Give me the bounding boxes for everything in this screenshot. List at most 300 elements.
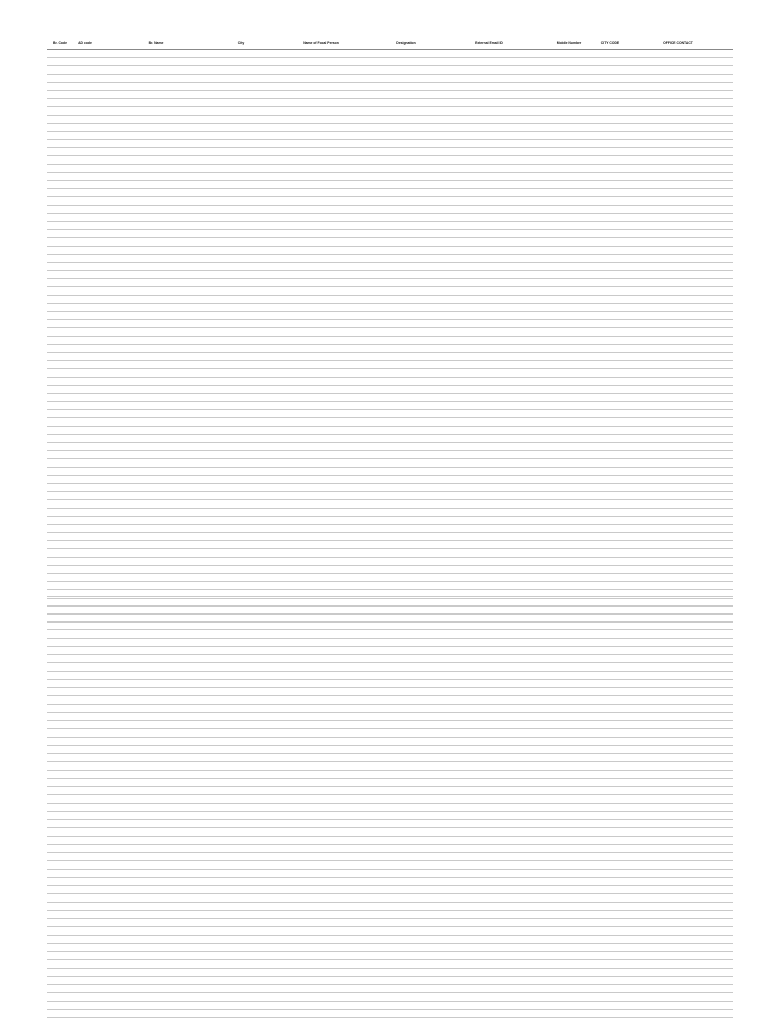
table-row bbox=[47, 295, 733, 303]
cell-focal-person bbox=[267, 1009, 375, 1017]
cell-office-contact bbox=[623, 894, 733, 902]
cell-city-code bbox=[597, 663, 623, 671]
cell-focal-person bbox=[267, 508, 375, 516]
cell-city-code bbox=[597, 919, 623, 927]
cell-designation bbox=[375, 622, 437, 630]
cell-br-name bbox=[97, 688, 215, 696]
cell-focal-person bbox=[267, 622, 375, 630]
cell-office-contact bbox=[623, 960, 733, 968]
cell-city bbox=[215, 869, 267, 877]
cell-mobile bbox=[541, 745, 597, 753]
cell-office-contact bbox=[623, 434, 733, 442]
table-row bbox=[47, 312, 733, 320]
cell-br-name bbox=[97, 361, 215, 369]
cell-office-contact bbox=[623, 303, 733, 311]
cell-email bbox=[437, 238, 541, 246]
cell-br-name bbox=[97, 613, 215, 621]
cell-designation bbox=[375, 894, 437, 902]
cell-ad-code bbox=[73, 352, 97, 360]
cell-city-code bbox=[597, 985, 623, 993]
cell-email bbox=[437, 492, 541, 500]
cell-br-code bbox=[47, 328, 73, 336]
cell-email bbox=[437, 836, 541, 844]
cell-focal-person bbox=[267, 238, 375, 246]
cell-city bbox=[215, 82, 267, 90]
cell-mobile bbox=[541, 475, 597, 483]
cell-city-code bbox=[597, 754, 623, 762]
table-row bbox=[47, 787, 733, 795]
cell-focal-person bbox=[267, 148, 375, 156]
cell-ad-code bbox=[73, 287, 97, 295]
cell-focal-person bbox=[267, 410, 375, 418]
table-row bbox=[47, 238, 733, 246]
table-row bbox=[47, 589, 733, 597]
cell-city bbox=[215, 295, 267, 303]
cell-office-contact bbox=[623, 82, 733, 90]
cell-ad-code bbox=[73, 646, 97, 654]
branch-contacts-table-top bbox=[47, 37, 733, 623]
table-row bbox=[47, 303, 733, 311]
cell-city bbox=[215, 254, 267, 262]
cell-email bbox=[437, 729, 541, 737]
cell-focal-person bbox=[267, 894, 375, 902]
cell-br-code bbox=[47, 508, 73, 516]
cell-city-code bbox=[597, 246, 623, 254]
cell-city bbox=[215, 99, 267, 107]
cell-br-code bbox=[47, 985, 73, 993]
cell-br-name bbox=[97, 968, 215, 976]
cell-email bbox=[437, 107, 541, 115]
cell-ad-code bbox=[73, 877, 97, 885]
cell-mobile bbox=[541, 557, 597, 565]
cell-city bbox=[215, 795, 267, 803]
cell-br-name bbox=[97, 254, 215, 262]
cell-ad-code bbox=[73, 605, 97, 613]
cell-city bbox=[215, 426, 267, 434]
cell-mobile bbox=[541, 148, 597, 156]
cell-br-code bbox=[47, 696, 73, 704]
cell-mobile bbox=[541, 844, 597, 852]
cell-city bbox=[215, 181, 267, 189]
cell-mobile bbox=[541, 541, 597, 549]
cell-city-code bbox=[597, 99, 623, 107]
cell-br-name bbox=[97, 213, 215, 221]
cell-ad-code bbox=[73, 254, 97, 262]
cell-city bbox=[215, 605, 267, 613]
cell-ad-code bbox=[73, 952, 97, 960]
cell-city-code bbox=[597, 361, 623, 369]
cell-city bbox=[215, 960, 267, 968]
cell-city bbox=[215, 910, 267, 918]
cell-br-name bbox=[97, 696, 215, 704]
cell-ad-code bbox=[73, 443, 97, 451]
cell-city-code bbox=[597, 927, 623, 935]
header-designation: Designation bbox=[375, 37, 437, 50]
cell-br-name bbox=[97, 82, 215, 90]
cell-mobile bbox=[541, 894, 597, 902]
cell-designation bbox=[375, 589, 437, 597]
table-row bbox=[47, 66, 733, 74]
cell-ad-code bbox=[73, 754, 97, 762]
cell-email bbox=[437, 271, 541, 279]
cell-city bbox=[215, 811, 267, 819]
cell-br-name bbox=[97, 638, 215, 646]
cell-mobile bbox=[541, 869, 597, 877]
cell-city-code bbox=[597, 221, 623, 229]
table-row bbox=[47, 935, 733, 943]
cell-email bbox=[437, 712, 541, 720]
cell-focal-person bbox=[267, 861, 375, 869]
table-row bbox=[47, 246, 733, 254]
cell-mobile bbox=[541, 574, 597, 582]
cell-ad-code bbox=[73, 630, 97, 638]
header-city: City bbox=[215, 37, 267, 50]
cell-mobile bbox=[541, 172, 597, 180]
cell-office-contact bbox=[623, 443, 733, 451]
cell-city bbox=[215, 737, 267, 745]
cell-city-code bbox=[597, 712, 623, 720]
cell-ad-code bbox=[73, 1001, 97, 1009]
cell-br-name bbox=[97, 385, 215, 393]
cell-focal-person bbox=[267, 877, 375, 885]
cell-email bbox=[437, 910, 541, 918]
cell-email bbox=[437, 721, 541, 729]
cell-ad-code bbox=[73, 140, 97, 148]
cell-city-code bbox=[597, 50, 623, 58]
cell-city bbox=[215, 467, 267, 475]
cell-br-code bbox=[47, 877, 73, 885]
cell-city-code bbox=[597, 230, 623, 238]
cell-br-name bbox=[97, 828, 215, 836]
cell-email bbox=[437, 287, 541, 295]
cell-office-contact bbox=[623, 361, 733, 369]
cell-br-code bbox=[47, 976, 73, 984]
cell-br-name bbox=[97, 762, 215, 770]
cell-ad-code bbox=[73, 968, 97, 976]
table-body-top bbox=[47, 50, 733, 623]
cell-designation bbox=[375, 919, 437, 927]
cell-city bbox=[215, 1001, 267, 1009]
table-row bbox=[47, 597, 733, 605]
cell-city-code bbox=[597, 770, 623, 778]
cell-city bbox=[215, 197, 267, 205]
cell-designation bbox=[375, 287, 437, 295]
cell-br-code bbox=[47, 66, 73, 74]
cell-focal-person bbox=[267, 910, 375, 918]
table-row bbox=[47, 262, 733, 270]
cell-city-code bbox=[597, 803, 623, 811]
cell-city-code bbox=[597, 565, 623, 573]
cell-focal-person bbox=[267, 976, 375, 984]
table-row bbox=[47, 820, 733, 828]
cell-br-name bbox=[97, 655, 215, 663]
cell-br-code bbox=[47, 787, 73, 795]
cell-city-code bbox=[597, 205, 623, 213]
table-row bbox=[47, 82, 733, 90]
cell-br-code bbox=[47, 99, 73, 107]
table-row bbox=[47, 886, 733, 894]
cell-email bbox=[437, 770, 541, 778]
cell-br-code bbox=[47, 344, 73, 352]
table-row bbox=[47, 960, 733, 968]
table-row bbox=[47, 279, 733, 287]
cell-ad-code bbox=[73, 1018, 97, 1024]
cell-city bbox=[215, 853, 267, 861]
cell-email bbox=[437, 549, 541, 557]
cell-email bbox=[437, 475, 541, 483]
cell-focal-person bbox=[267, 605, 375, 613]
cell-br-code bbox=[47, 663, 73, 671]
cell-focal-person bbox=[267, 205, 375, 213]
table-row bbox=[47, 803, 733, 811]
table-row bbox=[47, 197, 733, 205]
cell-br-name bbox=[97, 262, 215, 270]
cell-office-contact bbox=[623, 410, 733, 418]
cell-city-code bbox=[597, 393, 623, 401]
cell-ad-code bbox=[73, 688, 97, 696]
cell-mobile bbox=[541, 902, 597, 910]
cell-ad-code bbox=[73, 369, 97, 377]
cell-email bbox=[437, 303, 541, 311]
cell-office-contact bbox=[623, 148, 733, 156]
cell-mobile bbox=[541, 910, 597, 918]
cell-br-code bbox=[47, 459, 73, 467]
cell-mobile bbox=[541, 762, 597, 770]
cell-br-name bbox=[97, 426, 215, 434]
cell-mobile bbox=[541, 613, 597, 621]
table-row bbox=[47, 443, 733, 451]
cell-designation bbox=[375, 712, 437, 720]
cell-office-contact bbox=[623, 943, 733, 951]
cell-ad-code bbox=[73, 919, 97, 927]
cell-designation bbox=[375, 213, 437, 221]
cell-br-code bbox=[47, 131, 73, 139]
cell-br-name bbox=[97, 434, 215, 442]
cell-email bbox=[437, 565, 541, 573]
cell-focal-person bbox=[267, 919, 375, 927]
cell-focal-person bbox=[267, 712, 375, 720]
table-row bbox=[47, 181, 733, 189]
cell-focal-person bbox=[267, 597, 375, 605]
cell-br-code bbox=[47, 197, 73, 205]
cell-city bbox=[215, 745, 267, 753]
cell-br-code bbox=[47, 426, 73, 434]
cell-office-contact bbox=[623, 483, 733, 491]
cell-br-name bbox=[97, 189, 215, 197]
cell-br-name bbox=[97, 287, 215, 295]
cell-city-code bbox=[597, 271, 623, 279]
cell-city bbox=[215, 993, 267, 1001]
cell-office-contact bbox=[623, 770, 733, 778]
cell-br-name bbox=[97, 803, 215, 811]
cell-focal-person bbox=[267, 66, 375, 74]
cell-br-code bbox=[47, 230, 73, 238]
cell-focal-person bbox=[267, 853, 375, 861]
cell-br-name bbox=[97, 418, 215, 426]
cell-mobile bbox=[541, 58, 597, 66]
cell-ad-code bbox=[73, 886, 97, 894]
cell-city bbox=[215, 238, 267, 246]
cell-city-code bbox=[597, 549, 623, 557]
cell-focal-person bbox=[267, 754, 375, 762]
cell-office-contact bbox=[623, 230, 733, 238]
cell-city bbox=[215, 663, 267, 671]
cell-mobile bbox=[541, 434, 597, 442]
cell-br-name bbox=[97, 671, 215, 679]
table-row bbox=[47, 927, 733, 935]
cell-office-contact bbox=[623, 213, 733, 221]
cell-focal-person bbox=[267, 213, 375, 221]
cell-designation bbox=[375, 492, 437, 500]
cell-city-code bbox=[597, 238, 623, 246]
cell-mobile bbox=[541, 679, 597, 687]
cell-city-code bbox=[597, 66, 623, 74]
cell-br-name bbox=[97, 172, 215, 180]
cell-city-code bbox=[597, 778, 623, 786]
cell-city-code bbox=[597, 524, 623, 532]
cell-mobile bbox=[541, 565, 597, 573]
cell-office-contact bbox=[623, 853, 733, 861]
cell-city bbox=[215, 459, 267, 467]
cell-city-code bbox=[597, 483, 623, 491]
cell-ad-code bbox=[73, 869, 97, 877]
cell-city bbox=[215, 107, 267, 115]
cell-city bbox=[215, 762, 267, 770]
cell-br-code bbox=[47, 630, 73, 638]
cell-br-code bbox=[47, 287, 73, 295]
cell-focal-person bbox=[267, 99, 375, 107]
cell-city-code bbox=[597, 295, 623, 303]
cell-city bbox=[215, 557, 267, 565]
cell-email bbox=[437, 140, 541, 148]
table-row bbox=[47, 696, 733, 704]
cell-ad-code bbox=[73, 589, 97, 597]
table-row bbox=[47, 213, 733, 221]
cell-ad-code bbox=[73, 303, 97, 311]
cell-br-code bbox=[47, 50, 73, 58]
cell-focal-person bbox=[267, 197, 375, 205]
cell-br-name bbox=[97, 66, 215, 74]
cell-city-code bbox=[597, 943, 623, 951]
cell-br-code bbox=[47, 238, 73, 246]
cell-city bbox=[215, 894, 267, 902]
cell-ad-code bbox=[73, 107, 97, 115]
cell-br-name bbox=[97, 336, 215, 344]
cell-br-code bbox=[47, 935, 73, 943]
cell-office-contact bbox=[623, 557, 733, 565]
cell-ad-code bbox=[73, 844, 97, 852]
cell-br-name bbox=[97, 115, 215, 123]
cell-focal-person bbox=[267, 377, 375, 385]
cell-focal-person bbox=[267, 655, 375, 663]
table-row bbox=[47, 467, 733, 475]
cell-mobile bbox=[541, 1009, 597, 1017]
cell-city bbox=[215, 679, 267, 687]
cell-ad-code bbox=[73, 927, 97, 935]
cell-focal-person bbox=[267, 82, 375, 90]
cell-city bbox=[215, 778, 267, 786]
cell-email bbox=[437, 467, 541, 475]
cell-mobile bbox=[541, 836, 597, 844]
cell-mobile bbox=[541, 500, 597, 508]
cell-city-code bbox=[597, 655, 623, 663]
cell-br-name bbox=[97, 597, 215, 605]
cell-designation bbox=[375, 221, 437, 229]
cell-ad-code bbox=[73, 836, 97, 844]
table-row bbox=[47, 688, 733, 696]
cell-br-code bbox=[47, 704, 73, 712]
table-row bbox=[47, 99, 733, 107]
cell-focal-person bbox=[267, 221, 375, 229]
cell-br-name bbox=[97, 894, 215, 902]
cell-ad-code bbox=[73, 58, 97, 66]
cell-email bbox=[437, 58, 541, 66]
cell-city bbox=[215, 574, 267, 582]
cell-office-contact bbox=[623, 99, 733, 107]
cell-office-contact bbox=[623, 328, 733, 336]
cell-br-code bbox=[47, 820, 73, 828]
cell-br-code bbox=[47, 754, 73, 762]
cell-ad-code bbox=[73, 361, 97, 369]
cell-city-code bbox=[597, 107, 623, 115]
cell-focal-person bbox=[267, 770, 375, 778]
header-office-contact: OFFICE CONTACT bbox=[623, 37, 733, 50]
cell-br-code bbox=[47, 886, 73, 894]
cell-city bbox=[215, 74, 267, 82]
cell-office-contact bbox=[623, 90, 733, 98]
table-row bbox=[47, 919, 733, 927]
cell-designation bbox=[375, 993, 437, 1001]
cell-ad-code bbox=[73, 910, 97, 918]
cell-designation bbox=[375, 336, 437, 344]
table-row bbox=[47, 828, 733, 836]
cell-mobile bbox=[541, 393, 597, 401]
cell-office-contact bbox=[623, 919, 733, 927]
cell-ad-code bbox=[73, 993, 97, 1001]
cell-focal-person bbox=[267, 172, 375, 180]
cell-br-code bbox=[47, 402, 73, 410]
cell-mobile bbox=[541, 377, 597, 385]
table-row bbox=[47, 877, 733, 885]
cell-br-name bbox=[97, 123, 215, 131]
cell-email bbox=[437, 434, 541, 442]
cell-mobile bbox=[541, 589, 597, 597]
cell-email bbox=[437, 459, 541, 467]
cell-mobile bbox=[541, 66, 597, 74]
cell-office-contact bbox=[623, 646, 733, 654]
cell-city bbox=[215, 140, 267, 148]
cell-br-code bbox=[47, 451, 73, 459]
cell-ad-code bbox=[73, 410, 97, 418]
table-row bbox=[47, 622, 733, 630]
cell-br-code bbox=[47, 140, 73, 148]
cell-email bbox=[437, 336, 541, 344]
table-header bbox=[47, 37, 733, 50]
cell-email bbox=[437, 704, 541, 712]
cell-br-name bbox=[97, 935, 215, 943]
cell-focal-person bbox=[267, 303, 375, 311]
cell-email bbox=[437, 123, 541, 131]
table-row bbox=[47, 254, 733, 262]
cell-focal-person bbox=[267, 745, 375, 753]
cell-city-code bbox=[597, 935, 623, 943]
cell-br-code bbox=[47, 844, 73, 852]
cell-br-code bbox=[47, 597, 73, 605]
cell-mobile bbox=[541, 213, 597, 221]
cell-br-code bbox=[47, 279, 73, 287]
cell-designation bbox=[375, 475, 437, 483]
cell-email bbox=[437, 361, 541, 369]
